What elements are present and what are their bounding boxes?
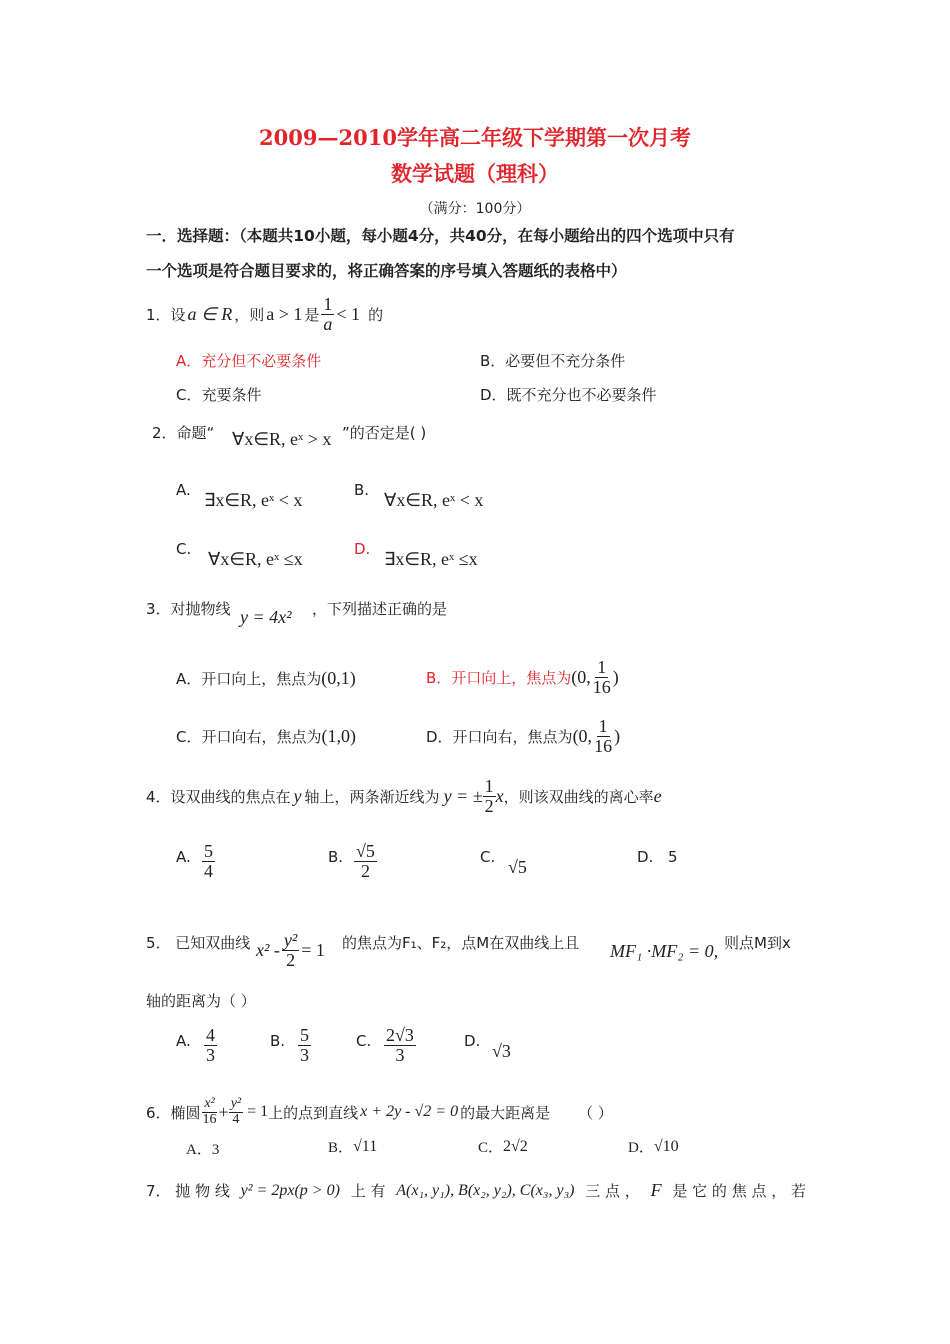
q5-eq-pre: x² - xyxy=(256,939,280,960)
q6-d-label: D． xyxy=(628,1140,654,1156)
q2-option-a-label: A. xyxy=(176,481,191,499)
q3-d-pre: (0, xyxy=(572,725,593,746)
q4-b-den: 2 xyxy=(360,860,370,881)
q6-d2: 4 xyxy=(232,1111,240,1127)
q2-suffix: ”的否定是( ) xyxy=(342,424,427,442)
q4-option-a-label: A. xyxy=(176,848,191,866)
q6-b-value: √11 xyxy=(353,1137,378,1155)
q6-option-a: A．3 xyxy=(186,1142,220,1158)
q5-b-den: 3 xyxy=(300,1044,309,1065)
q3-option-b xyxy=(426,655,619,699)
page-title: 2009—2010学年高二年级下学期第一次月考 xyxy=(259,125,691,150)
q4-num: 1 xyxy=(484,775,494,796)
q2-option-b-label: B. xyxy=(354,481,370,499)
q5-mid: 的焦点为F₁、F₂，点M在双曲线上且 xyxy=(342,934,580,952)
q5-eq-post: = 1 xyxy=(301,939,325,960)
q5-equation xyxy=(256,926,325,974)
q4-mid: 轴上，两条渐近线为 xyxy=(304,787,440,806)
q1-mid: ，则 xyxy=(234,305,265,324)
q6-d1: 16 xyxy=(202,1111,217,1127)
q6-plus: + xyxy=(218,1101,229,1122)
q3-d-frac xyxy=(592,717,614,756)
q6-frac1 xyxy=(201,1097,219,1127)
q2-option-c: ∀x∈R, eˣ ≤x xyxy=(208,549,303,569)
q6-n2: y² xyxy=(230,1095,242,1111)
q4-option-c: √5 xyxy=(508,857,527,877)
q5-option-c-label: C. xyxy=(356,1032,372,1050)
q1-option-b: B．必要但不充分条件 xyxy=(480,352,626,370)
q3-d-den: 16 xyxy=(594,735,613,756)
q7-equation: y² = 2px(p > 0) xyxy=(240,1181,340,1199)
q1-option-d: D．既不充分也不必要条件 xyxy=(480,386,657,404)
q5-option-d: √3 xyxy=(492,1041,511,1061)
q1-lt1: < 1 xyxy=(336,303,361,324)
q3-d-num: 1 xyxy=(598,715,608,736)
q2-option-d-label: D. xyxy=(354,540,371,558)
q5-option-d-label: D. xyxy=(464,1032,481,1050)
q6-mid: 上的点到直线 xyxy=(268,1103,359,1122)
q4-option-d: 5 xyxy=(668,848,678,866)
section-header-line2: 一个选项是符合题目要求的，将正确答案的序号填入答题纸的表格中） xyxy=(146,262,627,280)
q5-a-num: 4 xyxy=(206,1025,215,1045)
q2-option-b: ∀x∈R, eˣ < x xyxy=(384,490,484,510)
q2-option-c-label: C. xyxy=(176,540,192,558)
q3-b-frac xyxy=(591,658,613,697)
q4-option-c-label: C. xyxy=(480,848,496,866)
q3-d-post: ) xyxy=(614,725,621,746)
question-4 xyxy=(146,774,662,818)
q5-vector: MF₁ ·MF₂ = 0, xyxy=(610,941,719,961)
q5-prefix: 5． 已知双曲线 xyxy=(146,934,251,952)
q3-suffix: ，下列描述正确的是 xyxy=(312,600,448,618)
q4-option-b-label: B. xyxy=(328,848,344,866)
q7-F: F xyxy=(650,1180,662,1200)
page-subtitle: 数学试题（理科） xyxy=(391,161,559,186)
q1-frac-num: 1 xyxy=(323,294,333,314)
q5-frac xyxy=(282,931,299,970)
q1-option-a: A．充分但不必要条件 xyxy=(176,352,322,370)
q1-option-c: C．充要条件 xyxy=(176,386,262,404)
q5-suffix: 则点M到x xyxy=(724,934,791,952)
q3-option-c xyxy=(176,718,356,754)
q4-suffix: ，则该双曲线的离心率 xyxy=(503,787,654,806)
q3-b-text: B．开口向上，焦点为 xyxy=(426,668,572,687)
q4-eq-post: x xyxy=(495,785,504,806)
q6-line: x + 2y - √2 = 0 xyxy=(360,1103,459,1120)
q5-den: 2 xyxy=(286,949,296,970)
q5-line2: 轴的距离为（ ） xyxy=(146,992,256,1010)
q6-option-b xyxy=(328,1136,377,1157)
q5-b-num: 5 xyxy=(300,1025,309,1045)
q6-suffix: 的最大距离是 xyxy=(460,1103,551,1122)
q3-c-value: (1,0) xyxy=(321,725,356,746)
q4-prefix: 4．设双曲线的焦点在 xyxy=(146,787,291,806)
q6-d-value: √10 xyxy=(653,1137,679,1155)
q6-frac2 xyxy=(229,1097,243,1127)
q1-cond: a ∈ R xyxy=(187,303,233,324)
q2-option-d: ∃x∈R, eˣ ≤x xyxy=(384,549,478,569)
q2-statement: ∀x∈R, eˣ > x xyxy=(232,429,332,449)
q1-prefix: 1．设 xyxy=(146,305,186,324)
q6-n1: x² xyxy=(204,1095,215,1111)
q7-prefix: 7． 抛 物 线 xyxy=(146,1182,230,1200)
question-1 xyxy=(146,295,383,334)
q6-option-c xyxy=(478,1136,528,1157)
q4-option-b xyxy=(354,842,377,881)
q2-prefix: 2．命题“ xyxy=(152,424,215,442)
q4-e: e xyxy=(653,785,662,806)
q5-a-den: 3 xyxy=(206,1044,215,1065)
q4-option-d-label: D. xyxy=(637,848,654,866)
q1-suffix: 的 xyxy=(368,305,384,324)
q5-option-b-label: B. xyxy=(270,1032,286,1050)
q4-den: 2 xyxy=(484,795,494,816)
section-header-line1: 一．选择题：（本题共10小题，每小题4分，共40分，在每小题给出的四个选项中只有 xyxy=(146,227,735,245)
q6-c-label: C． xyxy=(478,1140,504,1156)
q7-suffix: 三 点 ， xyxy=(585,1182,640,1200)
q4-y: y xyxy=(293,785,302,806)
q7-mid: 上 有 xyxy=(350,1182,386,1200)
q5-num: y² xyxy=(283,929,298,950)
q4-eq-pre: y = ± xyxy=(443,785,483,806)
q3-equation: y = 4x² xyxy=(240,607,292,627)
q5-c-den: 3 xyxy=(395,1044,405,1065)
q3-b-num: 1 xyxy=(597,656,607,677)
q5-option-c xyxy=(384,1026,416,1065)
q3-d-text: D．开口向右，焦点为 xyxy=(426,727,573,746)
q1-cond2: a > 1 xyxy=(266,303,303,324)
q4-frac xyxy=(483,777,496,816)
q3-c-text: C．开口向右，焦点为 xyxy=(176,727,322,746)
q6-option-d xyxy=(628,1136,679,1157)
q5-c-num: 2√3 xyxy=(386,1025,414,1045)
q6-prefix: 6．椭圆 xyxy=(146,1103,201,1122)
q3-option-a xyxy=(176,660,356,696)
q3-prefix: 3．对抛物线 xyxy=(146,600,231,618)
q7-points: A(x₁, y₁), B(x₂, y₂), C(x₃, y₃) xyxy=(396,1181,575,1199)
q4-option-a xyxy=(202,842,215,881)
q3-b-pre: (0, xyxy=(571,666,591,687)
q3-option-d xyxy=(426,714,620,758)
question-7 xyxy=(146,1180,806,1201)
q6-b-label: B． xyxy=(328,1140,354,1156)
q7-tail: 是 它 的 焦 点 ， 若 xyxy=(672,1182,806,1200)
q5-option-a xyxy=(204,1026,217,1065)
q6-c-value: 2√2 xyxy=(503,1137,528,1155)
q5-option-a-label: A. xyxy=(176,1032,191,1050)
q3-a-text: A．开口向上，焦点为 xyxy=(176,669,322,688)
q1-is: 是 xyxy=(304,305,320,324)
q3-b-post: ) xyxy=(612,666,619,687)
question-6 xyxy=(146,1092,613,1132)
q4-b-num: √5 xyxy=(356,841,375,861)
q3-a-value: (0,1) xyxy=(321,667,356,688)
q1-frac-den: a xyxy=(323,313,333,334)
q6-paren: （ ） xyxy=(578,1103,613,1122)
q4-a-den: 4 xyxy=(204,860,213,881)
q4-a-num: 5 xyxy=(204,841,213,861)
q6-eq: = 1 xyxy=(247,1103,269,1120)
q3-b-den: 16 xyxy=(592,676,611,697)
q5-option-b xyxy=(298,1026,311,1065)
score-note: （满分：100分） xyxy=(419,201,531,217)
q2-option-a: ∃x∈R, eˣ < x xyxy=(204,490,303,510)
q1-fraction xyxy=(321,295,334,334)
